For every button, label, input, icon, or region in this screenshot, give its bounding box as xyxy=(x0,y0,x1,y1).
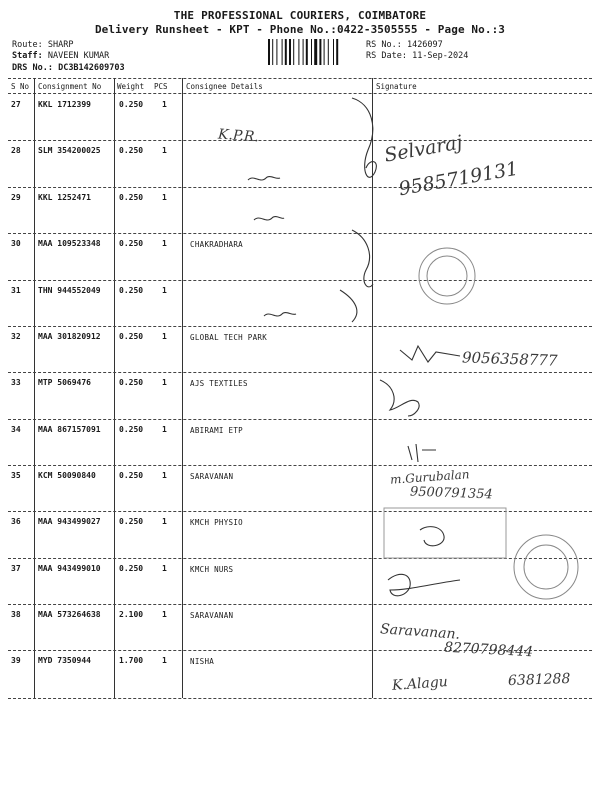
row-pcs: 1 xyxy=(162,517,167,526)
row-consignee: GLOBAL TECH PARK xyxy=(190,333,268,342)
row-consignment-no: MAA 573264638 xyxy=(38,610,101,619)
drs-label: DRS No.: xyxy=(12,63,53,73)
row-weight: 0.250 xyxy=(119,146,144,155)
row-consignee: CHAKRADHARA xyxy=(190,240,243,249)
row-sno: 32 xyxy=(11,332,21,341)
row-sno: 35 xyxy=(11,471,21,480)
handwritten-signature: m.Gurubalan xyxy=(389,467,470,487)
row-weight: 0.250 xyxy=(119,286,144,295)
row-pcs: 1 xyxy=(162,239,167,248)
signature-stroke xyxy=(340,290,357,322)
row-sno: 36 xyxy=(11,517,21,526)
handwritten-kpr: K.P.R. xyxy=(217,126,260,146)
row-weight: 2.100 xyxy=(119,610,144,619)
row-consignment-no: KCM 50090840 xyxy=(38,471,96,480)
row-pcs: 1 xyxy=(162,193,167,202)
handwritten-signature: Selvaraj xyxy=(382,131,465,167)
row-consignment-no: MAA 109523348 xyxy=(38,239,101,248)
row-weight: 0.250 xyxy=(119,378,144,387)
handwritten-phone: 9500791354 xyxy=(409,484,493,503)
row-weight: 0.250 xyxy=(119,193,144,202)
row-consignment-no: MAA 867157091 xyxy=(38,425,101,434)
rs-date-label: RS Date: xyxy=(366,51,407,61)
row-pcs: 1 xyxy=(162,100,167,109)
row-consignee: NISHA xyxy=(190,657,215,666)
row-consignment-no: MAA 943499027 xyxy=(38,517,101,526)
row-consignment-no: MAA 943499010 xyxy=(38,564,101,573)
signature-stroke xyxy=(264,313,296,316)
staff-value: NAVEEN KUMAR xyxy=(47,51,110,61)
row-sno: 34 xyxy=(11,425,21,434)
company-stamp xyxy=(419,248,578,599)
handwritten-phone: 9585719131 xyxy=(397,157,520,201)
signature-stroke xyxy=(352,230,373,287)
row-weight: 0.250 xyxy=(119,564,144,573)
row-consignment-no: SLM 354200025 xyxy=(38,146,101,155)
handwritten-phone: 6381288 xyxy=(507,670,571,690)
row-sno: 29 xyxy=(11,193,21,202)
row-weight: 0.250 xyxy=(119,239,144,248)
row-consignee: SARAVANAN xyxy=(190,472,234,481)
row-pcs: 1 xyxy=(162,378,167,387)
rectangular-stamp xyxy=(384,508,506,558)
row-sno: 31 xyxy=(11,286,21,295)
row-consignee: SARAVANAN xyxy=(190,611,234,620)
signature-stroke xyxy=(254,217,284,220)
signature-stroke xyxy=(352,98,376,177)
row-consignment-no: KKL 1252471 xyxy=(38,193,91,202)
row-consignee: AJS TEXTILES xyxy=(190,379,248,388)
signature-stroke xyxy=(248,177,280,180)
row-pcs: 1 xyxy=(162,564,167,573)
row-consignment-no: KKL 1712399 xyxy=(38,100,91,109)
row-consignment-no: MAA 301820912 xyxy=(38,332,101,341)
handwritten-signature: Saravanan. xyxy=(379,621,461,643)
row-weight: 0.250 xyxy=(119,332,144,341)
handwritten-phone: 9056358777 xyxy=(461,348,558,370)
row-consignee: KMCH NURS xyxy=(190,565,234,574)
rs-no-value: 1426097 xyxy=(406,40,443,50)
row-weight: 0.250 xyxy=(119,425,144,434)
row-pcs: 1 xyxy=(162,332,167,341)
row-pcs: 1 xyxy=(162,146,167,155)
company-name: THE PROFESSIONAL COURIERS, COIMBATORE xyxy=(173,9,427,22)
row-sno: 39 xyxy=(11,656,21,665)
drs-value: DC3B142609703 xyxy=(58,63,125,73)
col-header-weight: Weight xyxy=(117,82,145,91)
col-header-pcs: PCS xyxy=(154,82,168,91)
row-pcs: 1 xyxy=(162,425,167,434)
staff-label: Staff: xyxy=(12,51,43,61)
row-pcs: 1 xyxy=(162,656,167,665)
handwritten-phone: 8270798444 xyxy=(443,639,534,661)
row-consignee: ABIRAMI ETP xyxy=(190,426,243,435)
row-weight: 1.700 xyxy=(119,656,144,665)
handwritten-signature: K.Alagu xyxy=(391,674,449,694)
row-weight: 0.250 xyxy=(119,471,144,480)
signature-stroke xyxy=(380,380,419,416)
route-label: Route: xyxy=(12,40,43,50)
row-sno: 37 xyxy=(11,564,21,573)
route-value: SHARP xyxy=(47,40,74,50)
row-pcs: 1 xyxy=(162,471,167,480)
row-consignment-no: THN 944552049 xyxy=(38,286,101,295)
row-sno: 27 xyxy=(11,100,21,109)
row-weight: 0.250 xyxy=(119,100,144,109)
row-sno: 28 xyxy=(11,146,21,155)
row-consignment-no: MYD 7350944 xyxy=(38,656,91,665)
row-pcs: 1 xyxy=(162,286,167,295)
row-sno: 33 xyxy=(11,378,21,387)
row-consignment-no: MTP 5069476 xyxy=(38,378,91,387)
signature-stroke xyxy=(400,346,460,362)
row-pcs: 1 xyxy=(162,610,167,619)
row-consignee: KMCH PHYSIO xyxy=(190,518,243,527)
runsheet-title: Delivery Runsheet - KPT - Phone No.:0422-3505555 - Page No.:3 xyxy=(94,23,506,36)
row-weight: 0.250 xyxy=(119,517,144,526)
signature-stroke xyxy=(408,444,436,462)
row-sno: 38 xyxy=(11,610,21,619)
col-header-consignment: Consignment No xyxy=(38,82,102,91)
signature-stroke xyxy=(420,527,444,546)
col-header-signature: Signature xyxy=(376,82,417,91)
rs-date-value: 11-Sep-2024 xyxy=(412,51,469,61)
row-sno: 30 xyxy=(11,239,21,248)
col-header-consignee: Consignee Details xyxy=(186,82,263,91)
signature-stroke xyxy=(388,574,460,595)
col-header-sno: S No xyxy=(11,82,30,91)
rs-no-label: RS No.: xyxy=(366,40,402,50)
